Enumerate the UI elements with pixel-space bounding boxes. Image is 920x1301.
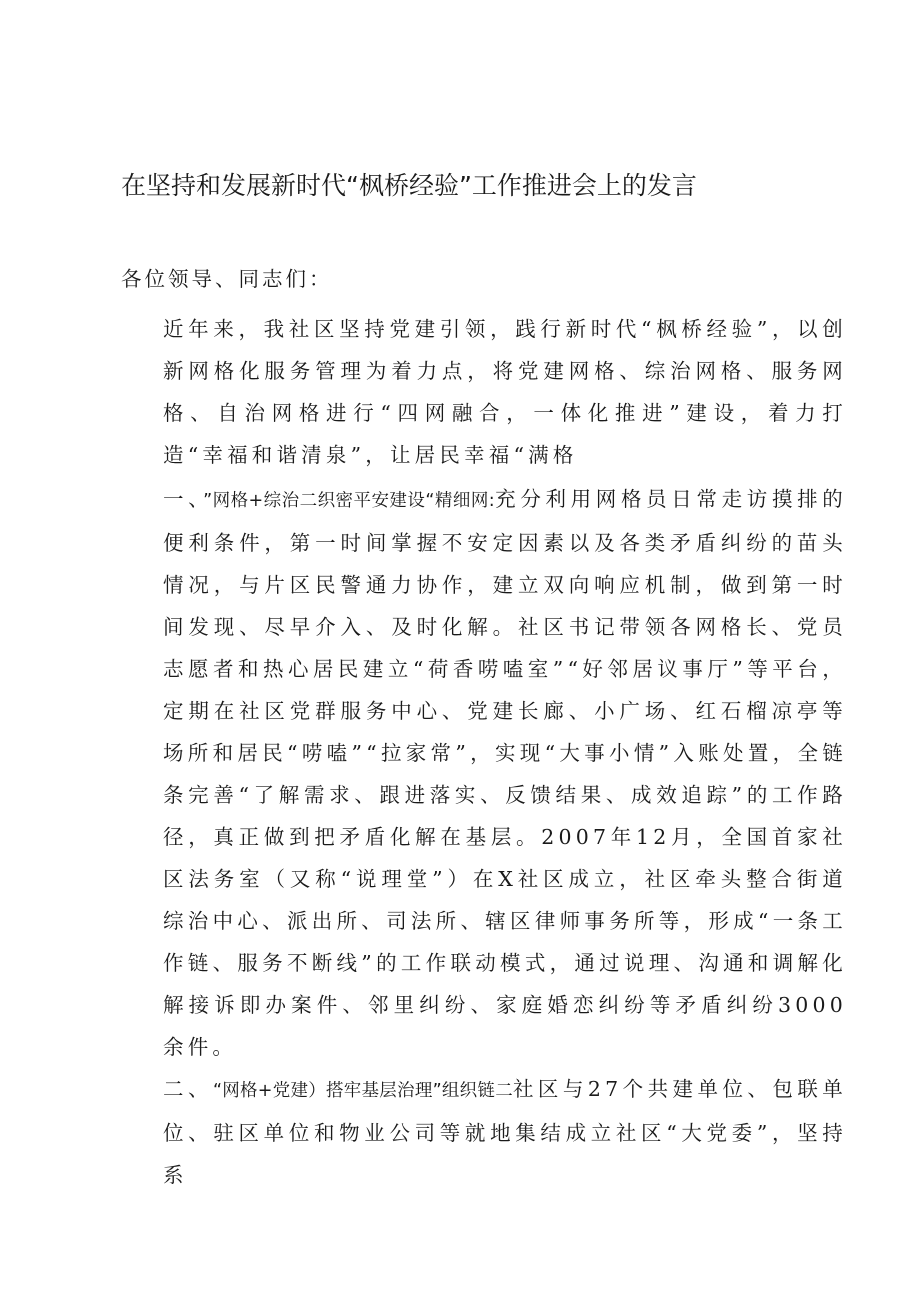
section-2-number: 二、 bbox=[163, 1077, 213, 1101]
section-1-body: 充分利用网格员日常走访摸排的便利条件，第一时间掌握不安定因素以及各类矛盾纠纷的苗头情况，与片区民警通力协作，建立双向响应机制，做到第一时间发现、尽早介入、及时化解。社区书记带领各网格长、党员志愿者和热心居民建立“荷香唠嗑室”“好邻居议事厅”等平台，定期在社区党群服务中心、党建长廊、小广场、红石榴凉亭等场所和居民“唠嗑”“拉家常”，实现“大事小情”入账处置，全链条完善“了解需求、跟进落实、反馈结果、成效追踪”的工作路径，真正做到把矛盾化解在基层。2007年12月，全国首家社区法务室（又称“说理堂”）在X社区成立，社区牵头整合街道综治中心、派出所、司法所、辖区律师事务所等，形成“一条工作链、服务不断线”的工作联动模式，通过说理、沟通和调解化解接诉即办案件、邻里纠纷、家庭婚恋纠纷等矛盾纠纷3000余件。 bbox=[163, 487, 847, 1059]
section-1-heading: ”网格+综治二织密平安建设“精细网: bbox=[203, 491, 495, 511]
section-2-body: 社区与27个共建单位、包联单位、驻区单位和物业公司等就地集结成立社区“大党委”，坚持系 bbox=[163, 1077, 848, 1187]
section-1-number: 一、 bbox=[163, 487, 204, 511]
section-2-heading: “网格+党建）搭牢基层治理”组织链二 bbox=[212, 1081, 513, 1101]
section-2-paragraph bbox=[121, 1068, 847, 1196]
section-1-paragraph bbox=[121, 478, 847, 1068]
paragraph-intro: 近年来，我社区坚持党建引领，践行新时代“枫桥经验”，以创新网格化服务管理为着力点，将党建网格、综治网格、服务网格、自治网格进行“四网融合，一体化推进”建设，着力打造“幸福和谐清泉”，让居民幸福“满格 bbox=[163, 317, 847, 467]
greeting: 各位领导、同志们： bbox=[121, 267, 333, 291]
document-title: 在坚持和发展新时代“枫桥经验”工作推进会上的发言 bbox=[121, 171, 697, 200]
